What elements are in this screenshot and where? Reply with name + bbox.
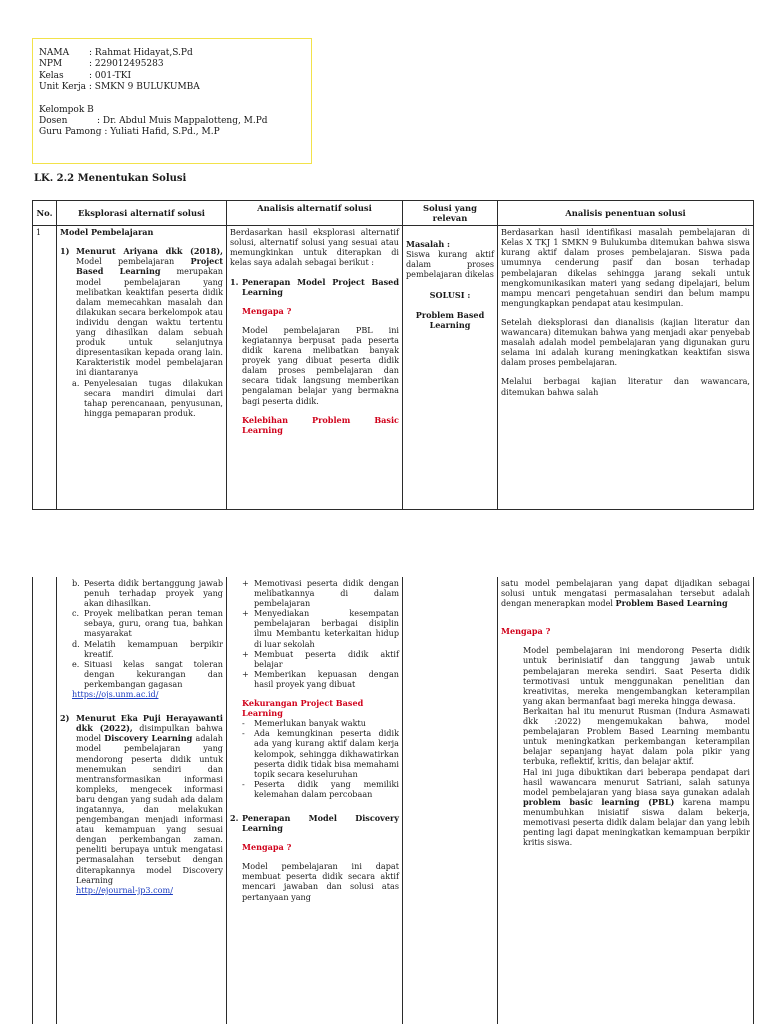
advantage-item: + Menyediakan kesempatan pembelajaran berbagai disiplin ilmu Membantu keterkaitan hidup di luar sekolah <box>242 608 399 649</box>
determination-why: Mengapa ? <box>501 626 551 637</box>
analysis-intro: Berdasarkan hasil eksplorasi alternatif solusi, alternatif solusi yang sesuai atau memungkinkan untuk diterapkan di kelas saya adalah sebagai berikut : <box>230 227 399 268</box>
disadvantage-item: - Ada kemungkinan peserta didik ada yang kurang aktif dalam kerja kelompok, sehingga dikhawatirkan peserta didik tidak bisa memahami topik secara keseluruhan <box>242 728 399 779</box>
table-row <box>33 226 754 510</box>
determination-p1: Berdasarkan hasil identifikasi masalah pembelajaran di Kelas X TKJ 1 SMKN 9 Bulukumba ditemukan bahwa siswa kurang aktif dalam proses pembelajaran. Siswa pada umumnya cenderung pasif dan bosan terhadap pembelajaran dikelas sehingga jarang sekali untuk mengkomunikasikan materi yang sedang dipelajari, belum mampu mencari pengetahuan sendiri dan belum mampu mengungkapkan pendapat atau kesimpulan. <box>501 227 750 308</box>
identity-lecturer: Dosen : Dr. Abdul Muis Mappalotteng, M.Pd <box>39 116 268 127</box>
disadvantages-title: Kekurangan Project Based Learning <box>242 698 364 719</box>
exploration-cell <box>57 226 227 510</box>
advantage-item: + Memberikan kepuasan dengan hasil proyek yang dibuat <box>242 668 399 689</box>
problem-text: Siswa kurang aktif dalam proses pembelajaran dikelas <box>406 249 494 280</box>
solution-table <box>32 200 754 510</box>
table-row <box>33 577 754 1024</box>
table-header-row <box>33 201 754 226</box>
determination-cell <box>498 226 754 510</box>
problem-label: Masalah : <box>406 239 451 250</box>
identity-row-class: Kelas : 001-TKI <box>39 70 132 81</box>
solution-table-continued <box>32 577 754 1024</box>
determination-p6: Hal ini juga dibuktikan dari beberapa pendapat dari hasil wawancara menurut Satriani, salah satunya model pembelajaran yang biasa saya gunakan adalah problem basic learning (PBL) karena mampu menumbuhkan inisiatif siswa dalam bekerja, memotivasi peserta didik dalam belajar dan yang lebih penting lagi dapat meningkatkan kemampuan berpikir kritis siswa. <box>523 766 750 848</box>
reference-link-1[interactable]: https://ojs.unm.ac.id/ <box>72 689 159 700</box>
exploration-sub-d: d. Melatih kemampuan berpikir kreatif. <box>72 638 223 659</box>
row-number: 1 <box>33 226 57 510</box>
header-no: No. <box>33 201 57 226</box>
header-exploration: Eksplorasi alternatif solusi <box>57 201 227 226</box>
exploration-title: Model Pembelajaran <box>60 227 154 238</box>
header-analysis: Analisis alternatif solusi <box>227 201 403 226</box>
identity-row-name: NAMA : Rahmat Hidayat,S.Pd <box>39 48 193 58</box>
disadvantage-item: - Memerlukan banyak waktu <box>242 718 366 729</box>
analysis-why-2-text: Model pembelajaran ini dapat membuat peserta didik secara aktif mencari jawaban dan solusi atas pertanyaan yang <box>242 861 399 902</box>
exploration-sub-b: b. Peserta didik bertanggung jawab penuh terhadap proyek yang akan dihasilkan. <box>72 578 223 609</box>
analysis-why-1-text: Model pembelajaran PBL ini kegiatannya berpusat pada peserta didik karena melibatkan banyak proyek yang dibuat peserta didik dalam proses pembelajaran dan secara tidak langsung memberikan pengalaman belajar yang bermakna bagi peserta didik. <box>242 324 399 406</box>
analysis-cell <box>227 226 403 510</box>
analysis-heading-1: 1. Penerapan Model Project Based Learning <box>230 276 399 297</box>
determination-p3-continued: satu model pembelajaran yang dapat dijadikan sebagai solusi untuk mengatasi permasalahan tersebut adalah dengan menerapkan model Problem Based Learning <box>501 578 750 609</box>
determination-p5: Berkaitan hal itu menurut Rusman (Indura Asmawati dkk :2022) mengemukakan bahwa, model pembelajaran Problem Based Learning membantu untuk meningkatkan perkembangan keterampilan belajar sepanjang hayat dalam pola pikir yang terbuka, reflektif, kritis, dan belajar aktif. <box>523 705 750 767</box>
reference-link-2[interactable]: http://ejournal-jp3.com/ <box>76 884 173 895</box>
advantages-title: Kelebihan Problem Basic Learning <box>242 414 399 435</box>
advantage-item: + Memotivasi peserta didik dengan melibatkannya di dalam pembelajaran <box>242 578 399 609</box>
determination-cell-continued <box>498 577 754 1024</box>
exploration-sub-c: c. Proyek melibatkan peran teman sebaya, guru, orang tua, bahkan masyarakat <box>72 608 223 639</box>
analysis-why-1: Mengapa ? <box>242 305 292 316</box>
determination-p4: Model pembelajaran ini mendorong Peserta didik untuk berinisiatif dan tanggung jawab untuk pembelajaran mereka sendiri. Saat Peserta didik termotivasi untuk menggunakan penelitian dan kreativitas, mereka mengembangkan keterampilan yang akan bermanfaat bagi mereka hingga dewasa. <box>523 645 750 706</box>
identity-group: Kelompok B <box>39 104 94 115</box>
determination-p2: Setelah dieksplorasi dan dianalisis (kajian literatur dan wawancara) ditemukan bahwa yang menjadi akar penyebab masalah adalah model pembelajaran yang digunakan guru selama ini adalah kurang meningkatkan keaktifan siswa dalam proses pembelajaran. <box>501 316 750 368</box>
identity-mentor: Guru Pamong : Yuliati Hafid, S.Pd., M.P <box>39 127 220 138</box>
solution-text: Problem Based Learning <box>415 309 485 330</box>
disadvantage-item: - Peserta didik yang memiliki kelemahan dalam percobaan <box>242 778 399 799</box>
exploration-sub-a: a. Penyelesaian tugas dilakukan secara mandiri dimulai dari tahap perencanaan, penyusunan, hingga pemaparan produk. <box>72 377 223 418</box>
header-relevant: Solusi yang relevan <box>403 201 498 226</box>
relevant-cell <box>403 226 498 510</box>
exploration-sub-e: e. Situasi kelas sangat toleran dengan kekurangan dan perkembangan gagasan <box>72 658 223 689</box>
identity-box <box>32 38 312 164</box>
identity-row-npm: NPM : 229012495283 <box>39 59 164 70</box>
exploration-cell-continued <box>57 577 227 1024</box>
identity-row-unit: Unit Kerja : SMKN 9 BULUKUMBA <box>39 82 200 93</box>
exploration-item-1: 1) Menurut Ariyana dkk (2018), Model pembelajaran Project Based Learning merupakan model pembelajaran yang melibatkan keaktifan peserta didik dalam memecahkan masalah dan dilakukan secara berkelompok atau individu dengan waktu tertentu yang dihasilkan dalam sebuah produk untuk selanjutnya dipresentasikan kepada orang lain. Karakteristik model pembelajaran ini diantaranya <box>60 246 223 378</box>
analysis-why-2: Mengapa ? <box>242 842 292 853</box>
header-determination: Analisis penentuan solusi <box>498 201 754 226</box>
analysis-cell-continued <box>227 577 403 1024</box>
section-title: LK. 2.2 Menentukan Solusi <box>34 173 187 184</box>
solution-label: SOLUSI : <box>429 289 471 300</box>
advantage-item: + Membuat peserta didik aktif belajar <box>242 648 399 669</box>
exploration-item-2: 2) Menurut Eka Puji Herayawanti dkk (2022), disimpulkan bahwa model Discovery Learning adalah model pembelajaran yang mendorong peserta didik untuk menemukan sendiri dan mentransformasikan informasi kompleks, mengecek informasi baru dengan yang sudah ada dalam ingatannya, dan melakukan pengembangan menjadi informasi atau kemampuan yang sesuai dengan perkembangan zaman. peneliti berupaya untuk mengatasi permasalahan tersebut dengan diterapkannya model Discovery Learning <box>60 713 223 885</box>
determination-p3: Melalui berbagai kajian literatur dan wawancara, ditemukan bahwa salah <box>501 376 750 397</box>
analysis-heading-2: 2. Penerapan Model Discovery Learning <box>230 812 399 834</box>
